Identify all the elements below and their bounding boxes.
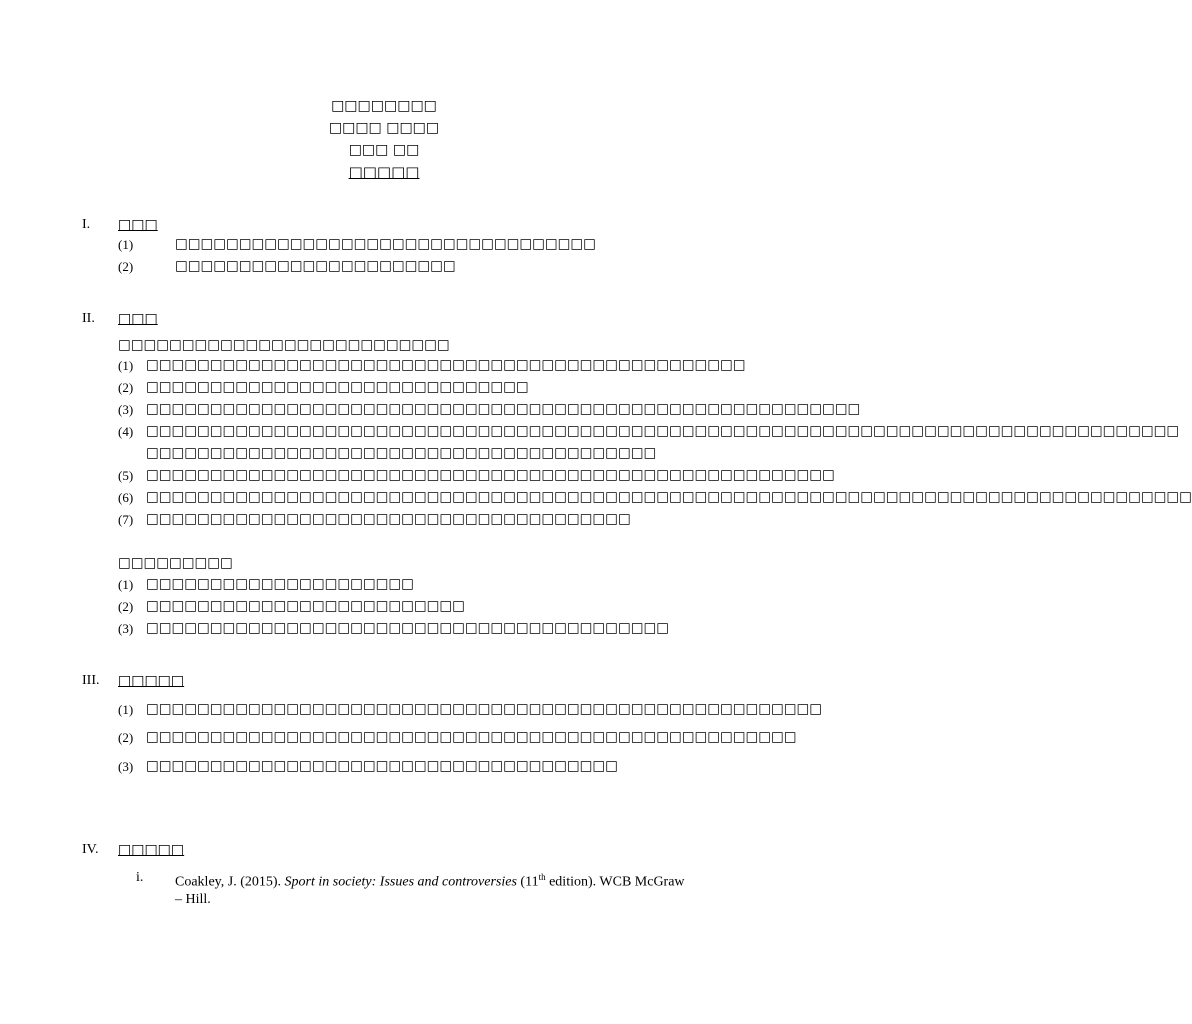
reference-book-title: Sport in society: Issues and controversies (284, 874, 517, 890)
reference-edition-superscript: th (538, 872, 546, 882)
reference-edition-publisher: edition). WCB McGraw – Hill. (175, 874, 685, 907)
reference-author: Coakley, J. (2015). (175, 874, 285, 890)
s1-item-1-text: □□□□□□□□□□□□□□□□□□□□□□□□□□□□□□□□□ (175, 236, 596, 252)
s2-item-5-text: □□□□□□□□□□□□□□□□□□□□□□□□□□□□□□□□□□□□□□□□□□□□□□□□□□□□□□ (146, 467, 835, 483)
s2b-item-2-number: (2) (118, 599, 134, 614)
s2-item-7-number: (7) (118, 512, 134, 527)
s2-item-7-text: □□□□□□□□□□□□□□□□□□□□□□□□□□□□□□□□□□□□□□ (146, 511, 631, 527)
s2-item-6-text: □□□□□□□□□□□□□□□□□□□□□□□□□□□□□□□□□□□□□□□□□□□□□□□□□□□□□□□□□□□□□□□□□□□□□□□□□□□□□□□□□□ (146, 489, 1192, 505)
s2b-item-3-number: (3) (118, 621, 134, 636)
s2-intro: □□□□□□□□□□□□□□□□□□□□□□□□□□ (118, 337, 450, 353)
header-line-3: □□□ □□ (348, 142, 420, 158)
s2-item-3-number: (3) (118, 402, 134, 417)
reference-edition-prefix: (11 (516, 874, 539, 890)
s2-item-1-number: (1) (118, 358, 134, 373)
section-1-title: □□□ (118, 217, 158, 233)
section-2-number: II. (82, 311, 95, 326)
s2-item-4-text: □□□□□□□□□□□□□□□□□□□□□□□□□□□□□□□□□□□□□□□□□□□□□□□□□□□□□□□□□□□□□□□□□□□□□□□□□□□□□□□□□ (146, 423, 1180, 439)
s2-item-2-text: □□□□□□□□□□□□□□□□□□□□□□□□□□□□□□ (146, 379, 529, 395)
s2-item-4-text-continued: □□□□□□□□□□□□□□□□□□□□□□□□□□□□□□□□□□□□□□□□ (146, 445, 657, 461)
s2-item-5-number: (5) (118, 468, 134, 483)
s2b-item-3-text: □□□□□□□□□□□□□□□□□□□□□□□□□□□□□□□□□□□□□□□□□ (146, 620, 669, 636)
s3-item-1-number: (1) (118, 702, 134, 717)
s2b-item-2-text: □□□□□□□□□□□□□□□□□□□□□□□□□ (146, 598, 465, 614)
header-line-1: □□□□□□□□ (331, 98, 437, 114)
s1-item-2-text: □□□□□□□□□□□□□□□□□□□□□□ (175, 258, 456, 274)
s3-item-2-text: □□□□□□□□□□□□□□□□□□□□□□□□□□□□□□□□□□□□□□□□□□□□□□□□□□□ (146, 729, 797, 745)
s3-item-3-number: (3) (118, 759, 134, 774)
section-3-title: □□□□□ (118, 673, 185, 689)
reference-1 (175, 869, 695, 908)
document-title: □□□□□ (348, 163, 420, 181)
s2-item-3-text: □□□□□□□□□□□□□□□□□□□□□□□□□□□□□□□□□□□□□□□□□□□□□□□□□□□□□□□□ (146, 401, 861, 417)
section-4-title: □□□□□ (118, 842, 185, 858)
s2-item-4-number: (4) (118, 424, 134, 439)
section-1-number: I. (82, 217, 91, 232)
s2-intro-2: □□□□□□□□□ (118, 555, 233, 571)
s1-item-2-number: (2) (118, 259, 134, 274)
section-2-title: □□□ (118, 311, 158, 327)
s2b-item-1-text: □□□□□□□□□□□□□□□□□□□□□ (146, 576, 414, 592)
s2b-item-1-number: (1) (118, 577, 134, 592)
header-line-2: □□□□ □□□□ (328, 120, 440, 136)
section-4-number: IV. (82, 842, 99, 857)
s1-item-1-number: (1) (118, 237, 134, 252)
s2-item-1-text: □□□□□□□□□□□□□□□□□□□□□□□□□□□□□□□□□□□□□□□□□□□□□□□ (146, 357, 746, 373)
s3-item-2-number: (2) (118, 730, 134, 745)
s2-item-2-number: (2) (118, 380, 134, 395)
s3-item-1-text: □□□□□□□□□□□□□□□□□□□□□□□□□□□□□□□□□□□□□□□□□□□□□□□□□□□□□ (146, 701, 823, 717)
s3-item-3-text: □□□□□□□□□□□□□□□□□□□□□□□□□□□□□□□□□□□□□ (146, 758, 618, 774)
s2-item-6-number: (6) (118, 490, 134, 505)
reference-1-number: i. (136, 870, 144, 885)
section-3-number: III. (82, 673, 100, 688)
